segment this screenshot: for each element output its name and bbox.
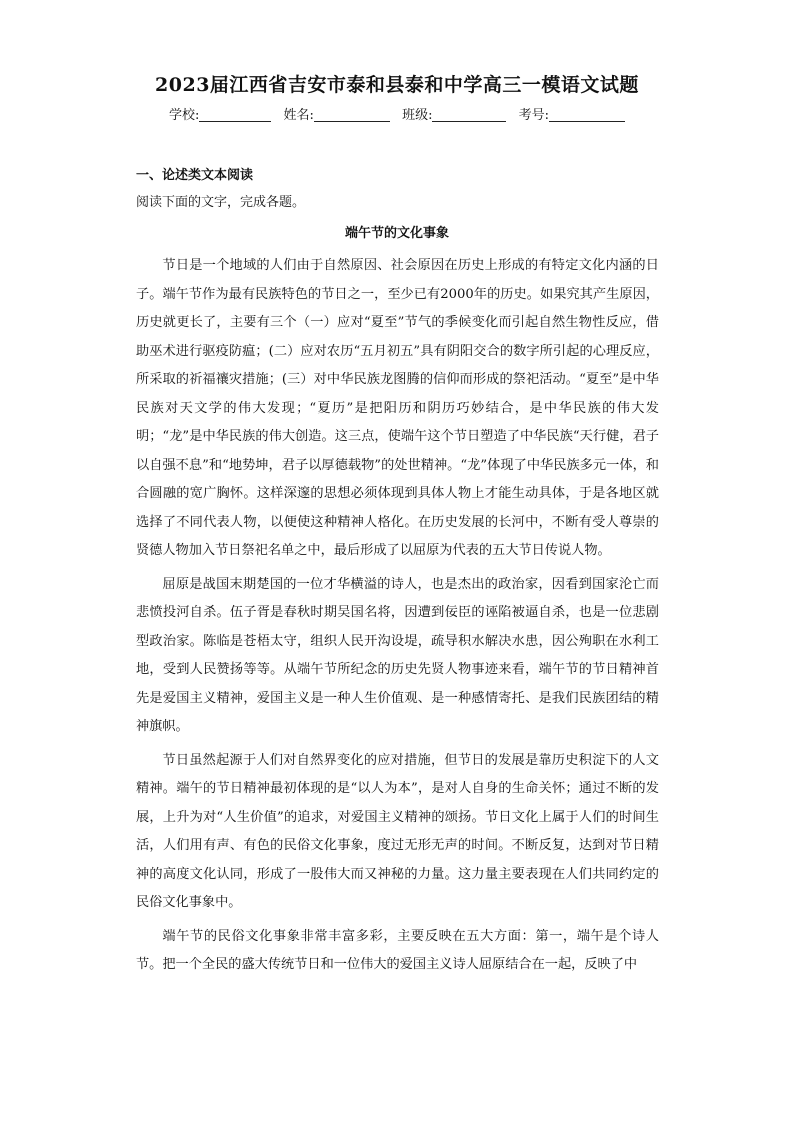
- name-label: 姓名:: [283, 108, 314, 123]
- paragraph: 端午节的民俗文化事象非常丰富多彩，主要反映在五大方面：第一，端午是个诗人节。把一个全民的盛大传统节日和一位伟大的爱国主义诗人屈原结合在一起，反映了中: [136, 928, 659, 972]
- document-title: 2023届江西省吉安市泰和县泰和中学高三一模语文试题: [155, 74, 639, 96]
- school-label: 学校:: [169, 108, 200, 123]
- article-body: [136, 252, 659, 985]
- exam-no-blank[interactable]: [549, 107, 625, 122]
- paragraph: 节日是一个地域的人们由于自然原因、社会原因在历史上形成的有特定文化内涵的日子。端午节作为最有民族特色的节日之一，至少已有2000年的历史。如果究其产生原因，历史就更长了，主要有三个（一）应对“夏至”节气的季候变化而引起自然生物性反应，借助巫术进行驱疫防瘟；(二）应对农历“五月初五”具有阴阳交合的数字所引起的心理反应，所采取的祈福禳灾措施；(三）对中华民族龙图腾的信仰而形成的祭祀活动。“夏至”是中华民族对天文学的伟大发现；“夏历”是把阳历和阴历巧妙结合，是中华民族的伟大发明；“龙”是中华民族的伟大创造。这三点，使端午这个节日塑造了中华民族“天行健，君子以自强不息”和“地势坤，君子以厚德载物”的处世精神。“龙”体现了中华民族多元一体，和合圆融的宽广胸怀。这样深邃的思想必须体现到具体人物上才能生动具体，于是各地区就选择了不同代表人物，以便使这种精神人格化。在历史发展的长河中，不断有受人尊崇的贤德人物加入节日祭祀名单之中，最后形成了以屈原为代表的五大节日传说人物。: [136, 258, 659, 558]
- class-field[interactable]: [402, 104, 506, 123]
- student-info-line: [0, 104, 794, 123]
- exam-no-field[interactable]: [519, 104, 625, 123]
- section-heading: 一、论述类文本阅读: [136, 168, 254, 183]
- paragraph: 节日虽然起源于人们对自然界变化的应对措施，但节日的发展是靠历史积淀下的人文精神。端午的节日精神最初体现的是“以人为本”，是对人自身的生命关怀；通过不断的发展，上升为对“人生价值”的追求，对爱国主义精神的颂扬。节日文化上属于人们的时间生活，人们用有声、有色的民俗文化事象，度过无形无声的时间。不断反复，达到对节日精神的高度文化认同，形成了一股伟大而又神秘的力量。这力量主要表现在人们共同约定的民俗文化事象中。: [136, 752, 659, 910]
- article-title: 端午节的文化事象: [344, 226, 449, 241]
- paragraph: 屈原是战国末期楚国的一位才华横溢的诗人，也是杰出的政治家，因看到国家沦亡而悲愤投河自杀。伍子胥是春秋时期吴国名将，因遭到佞臣的诬陷被逼自杀，也是一位悲剧型政治家。陈临是苍梧太守，组织人民开沟设堤，疏导积水解决水患，因公殉职在水利工地，受到人民赞扬等等。从端午节所纪念的历史先贤人物事迹来看，端午节的节日精神首先是爱国主义精神，爱国主义是一种人生价值观、是一种感情寄托、是我们民族团结的精神旗帜。: [136, 576, 659, 734]
- school-blank[interactable]: [199, 107, 271, 122]
- name-field[interactable]: [284, 104, 390, 123]
- exam-no-label: 考号:: [518, 108, 549, 123]
- instruction-text: 阅读下面的文字，完成各题。: [136, 195, 306, 210]
- school-field[interactable]: [169, 104, 271, 123]
- name-blank[interactable]: [314, 107, 390, 122]
- class-label: 班级:: [402, 108, 433, 123]
- class-blank[interactable]: [432, 107, 506, 122]
